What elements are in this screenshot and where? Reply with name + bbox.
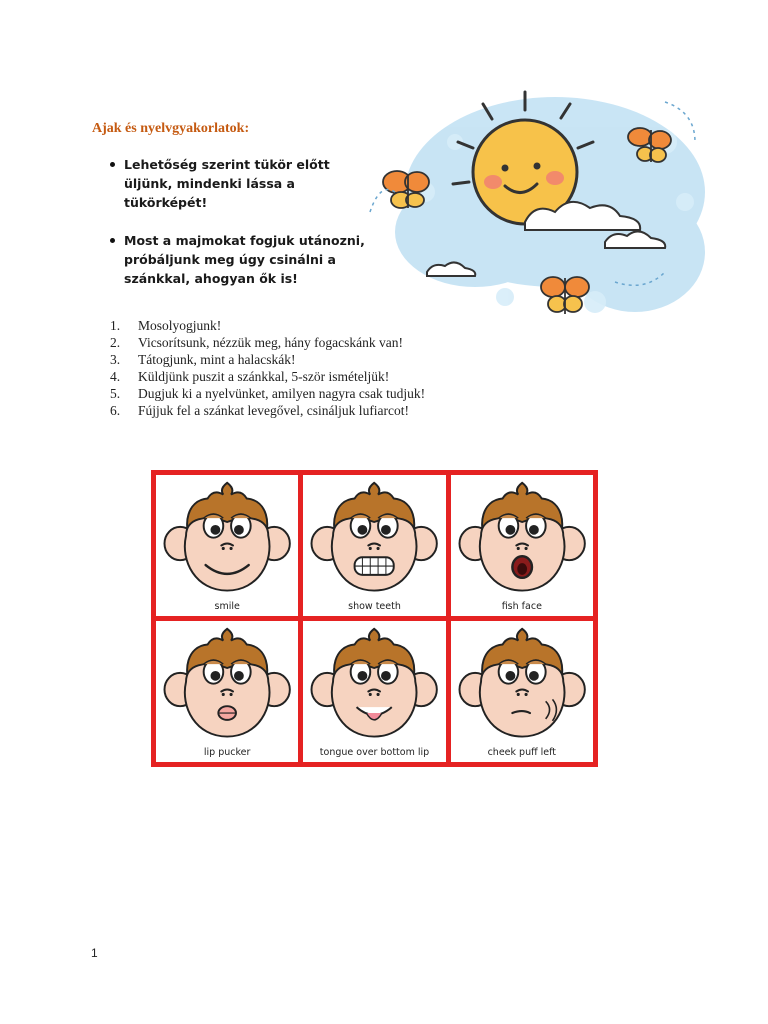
list-number: 5. xyxy=(110,386,121,401)
list-text: Mosolyogjunk! xyxy=(138,318,222,333)
list-number: 1. xyxy=(110,318,121,333)
monkey-card xyxy=(303,621,445,762)
monkey-face-icon xyxy=(451,475,593,616)
list-item xyxy=(110,351,530,368)
list-number: 3. xyxy=(110,352,121,367)
list-item xyxy=(110,368,530,385)
monkey-card xyxy=(303,475,445,616)
monkey-face-icon xyxy=(451,621,593,762)
monkey-card xyxy=(156,475,298,616)
list-text: Dugjuk ki a nyelvünket, amilyen nagyra csak tudjuk! xyxy=(138,386,426,401)
monkey-face-icon xyxy=(156,621,298,762)
monkey-caption: fish face xyxy=(501,601,542,612)
page-heading: Ajak és nyelvgyakorlatok: xyxy=(92,121,250,136)
instruction-bullets xyxy=(110,155,380,307)
list-item xyxy=(110,385,530,402)
monkey-caption: cheek puff left xyxy=(487,747,557,758)
list-number: 4. xyxy=(110,369,121,384)
monkey-card xyxy=(156,621,298,762)
monkey-face-icon xyxy=(156,475,298,616)
list-text: Tátogjunk, mint a halacskák! xyxy=(138,352,296,367)
list-number: 2. xyxy=(110,335,121,350)
monkey-caption: lip pucker xyxy=(203,747,251,758)
page-number: 1 xyxy=(91,946,98,960)
monkey-caption: show teeth xyxy=(348,601,401,612)
monkey-caption: tongue over bottom lip xyxy=(319,747,430,758)
list-item xyxy=(110,402,530,419)
monkey-card xyxy=(451,475,593,616)
list-text: Fújjuk fel a szánkat levegővel, csináljuk lufiarcot! xyxy=(138,403,410,418)
list-item xyxy=(110,334,530,351)
list-text: Vicsorítsunk, nézzük meg, hány fogacskánk van! xyxy=(138,335,403,350)
bullet-item: Most a majmokat fogjuk utánozni, próbáljunk meg úgy csinálni a szánkkal, ahogyan ők is! xyxy=(110,231,380,288)
sun-butterflies-illustration xyxy=(365,82,710,327)
exercise-list xyxy=(110,317,530,419)
monkey-face-grid xyxy=(151,470,598,767)
monkey-caption: smile xyxy=(214,601,240,612)
list-item xyxy=(110,317,530,334)
monkey-face-icon xyxy=(303,621,445,762)
monkey-face-icon xyxy=(303,475,445,616)
butterfly-icon xyxy=(541,277,589,314)
butterfly-icon xyxy=(383,171,429,208)
list-number: 6. xyxy=(110,403,121,418)
bullet-item: Lehetőség szerint tükör előtt üljünk, mindenki lássa a tükörképét! xyxy=(110,155,380,212)
list-text: Küldjünk puszit a szánkkal, 5-ször ismételjük! xyxy=(138,369,390,384)
monkey-card xyxy=(451,621,593,762)
